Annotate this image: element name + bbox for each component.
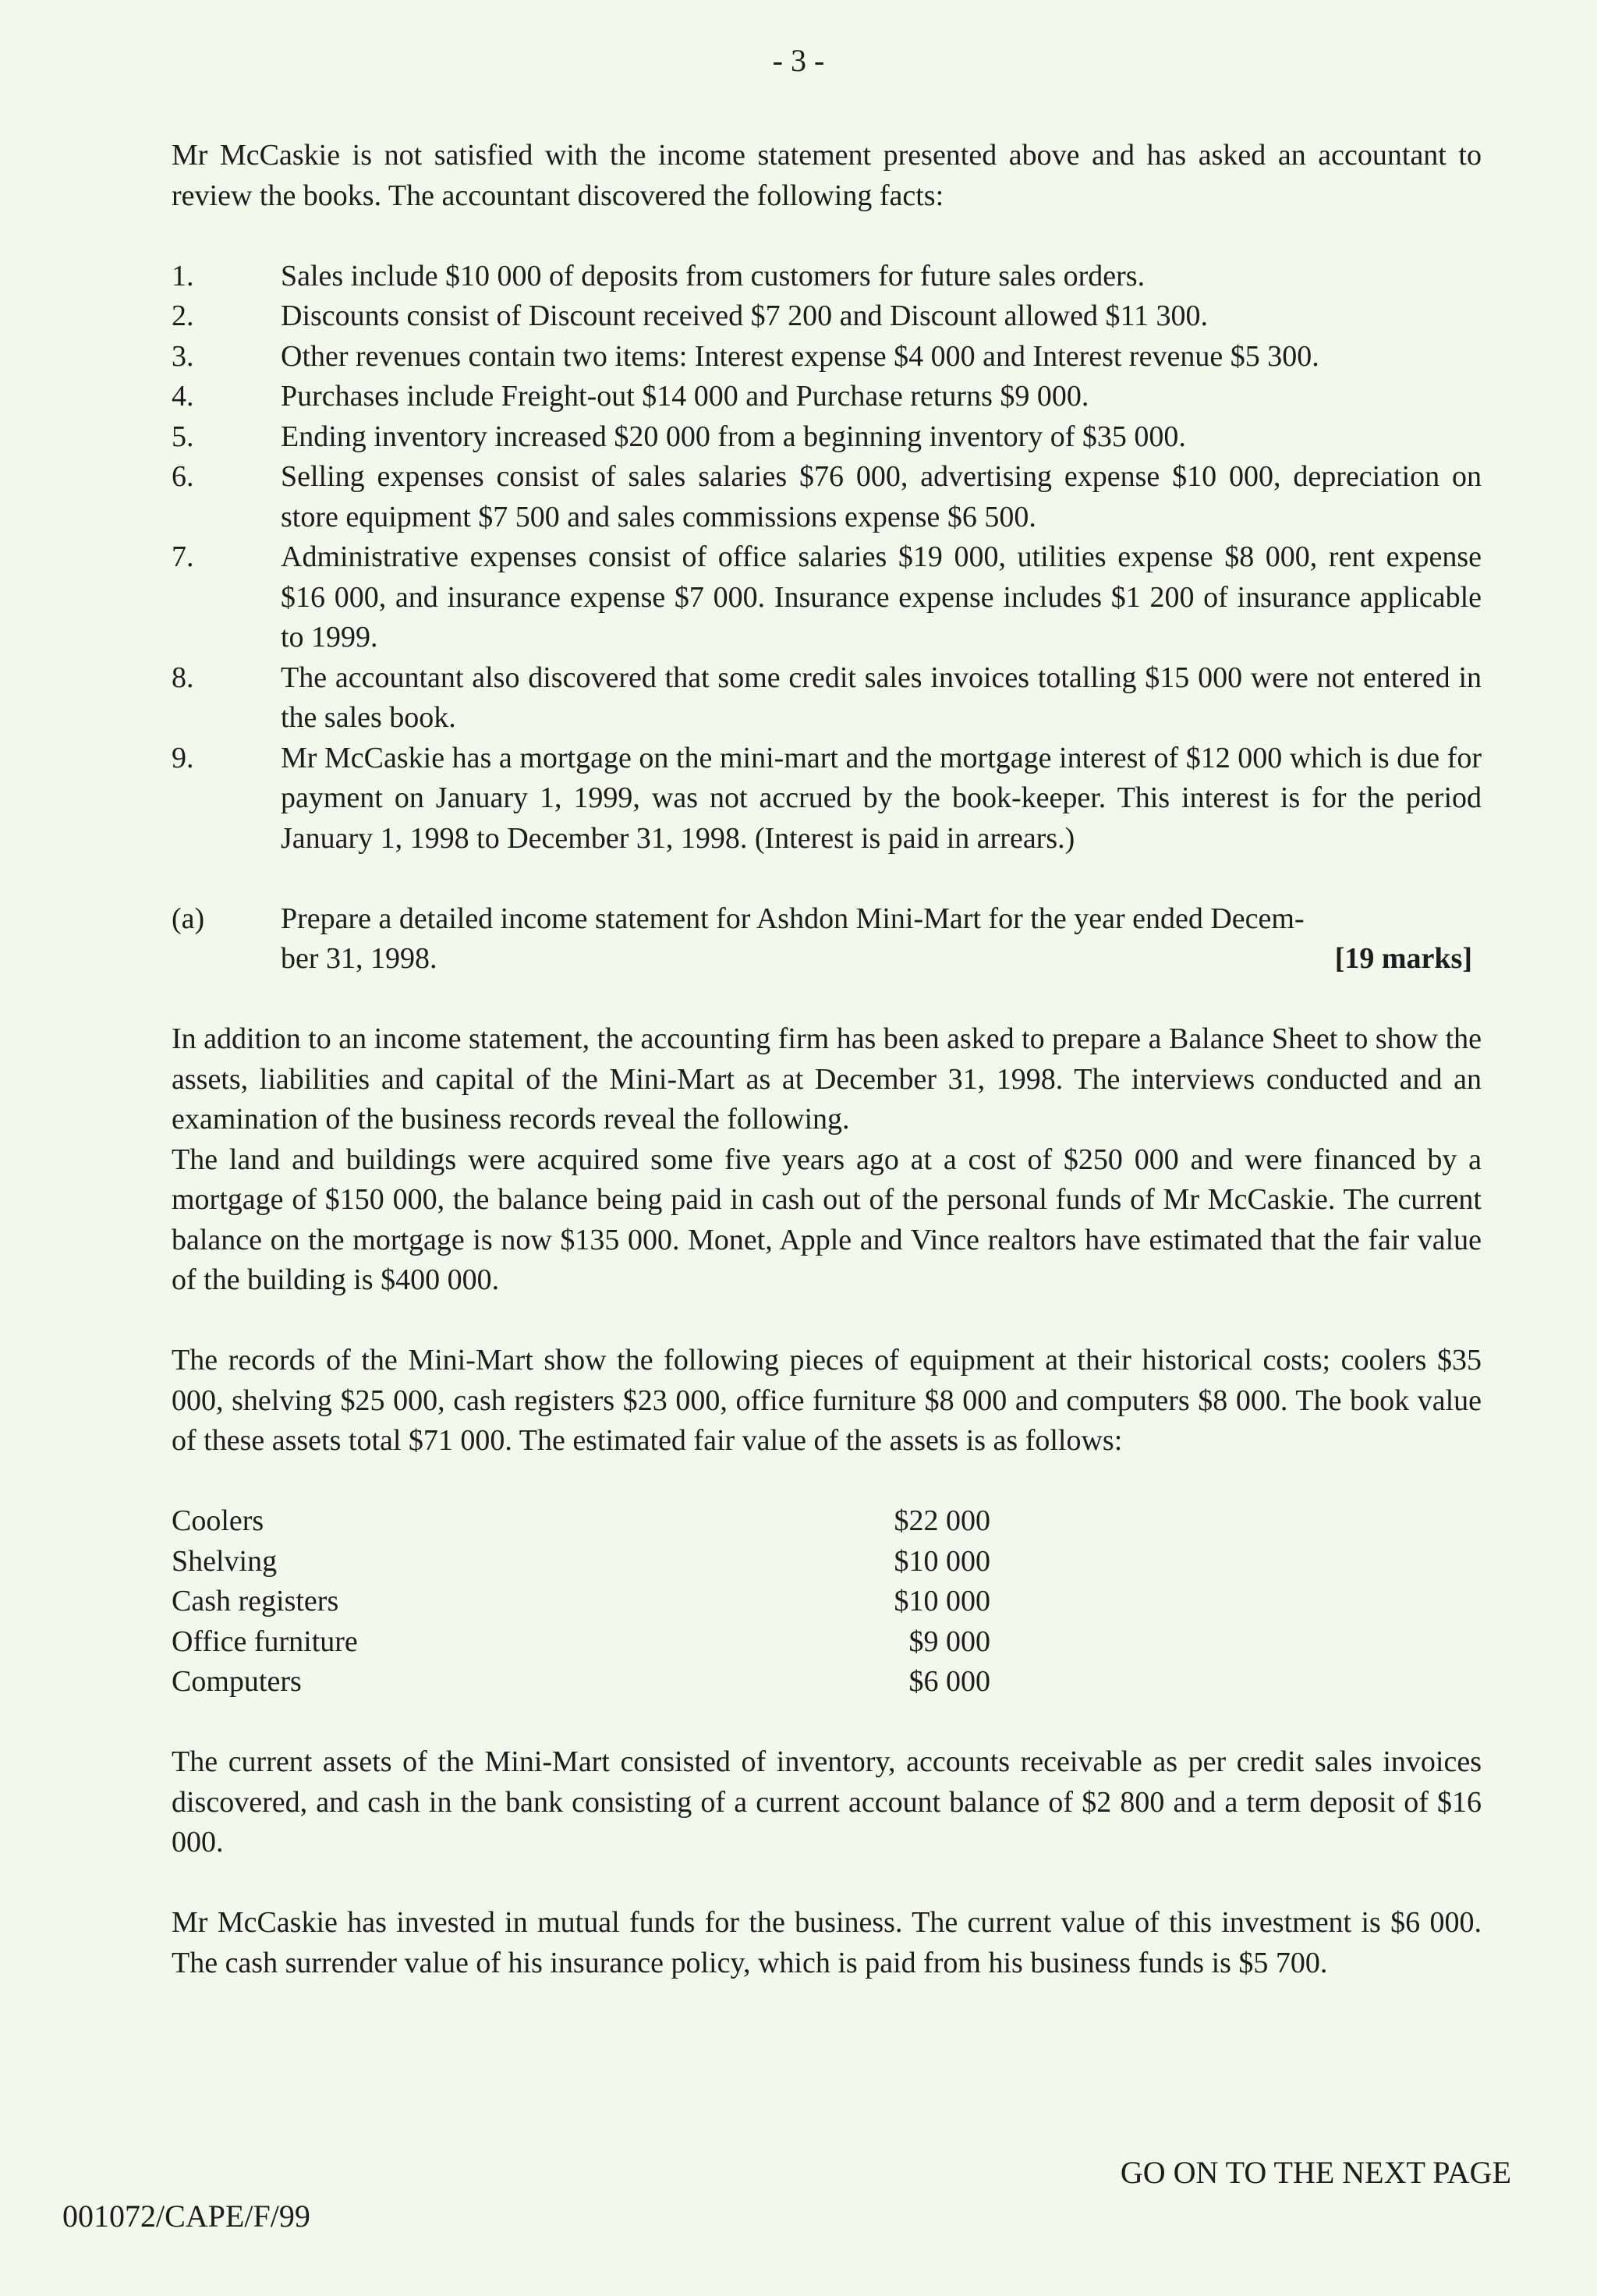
list-item-text: Ending inventory increased $20 000 from a beginning inventory of $35 000.: [281, 420, 1186, 453]
list-item: [172, 457, 1482, 537]
asset-name: Shelving: [172, 1544, 278, 1578]
asset-name: Computers: [172, 1665, 302, 1698]
mutual-funds-paragraph: Mr McCaskie has invested in mutual funds for the business. The current value of this investment is $6 000. The cash surrender value of his insurance policy, which is paid from his business funds is $5 700.: [172, 1906, 1482, 1979]
asset-value: $10 000: [894, 1544, 990, 1578]
asset-name: Cash registers: [172, 1585, 339, 1617]
asset-value: $22 000: [894, 1504, 990, 1537]
equipment-paragraph: The records of the Mini-Mart show the following pieces of equipment at their historical costs; coolers $35 000, shelving $25 000, cash registers $23 000, office furniture $8 000 and computers $8 000. The book value of these assets total $71 000. The estimated fair value of the assets is as follows:: [172, 1344, 1482, 1457]
question-a: [172, 899, 1482, 980]
question-line-1: Prepare a detailed income statement for Ashdon Mini-Mart for the year ended Decem-: [281, 902, 1305, 935]
question-line-2: [281, 939, 1482, 980]
list-item-text: Purchases include Freight-out $14 000 and Purchase returns $9 000.: [281, 380, 1089, 413]
table-row: [172, 1662, 990, 1703]
list-item-text: Mr McCaskie has a mortgage on the mini-mart and the mortgage interest of $12 000 which is due for payment on January 1, 1999, was not accrued by the book-keeper. This interest is for the period January 1, 1998 to December 31, 1998. (Interest is paid in arrears.): [281, 741, 1482, 855]
asset-value: $10 000: [894, 1585, 990, 1617]
list-item-number: 7.: [172, 540, 194, 573]
facts-list: [172, 257, 1482, 859]
question-line-2-text: ber 31, 1998.: [281, 942, 437, 975]
list-item-number: 6.: [172, 460, 194, 493]
next-page-notice: GO ON TO THE NEXT PAGE: [1120, 2155, 1511, 2190]
list-item-number: 1.: [172, 259, 194, 292]
asset-value: $9 000: [908, 1625, 990, 1658]
list-item: [172, 377, 1482, 417]
list-item-number: 4.: [172, 380, 194, 413]
list-item-number: 3.: [172, 339, 194, 373]
question-label: (a): [172, 902, 205, 935]
intro-paragraph: Mr McCaskie is not satisfied with the income statement presented above and has asked an accountant to review the books. The accountant discovered the following facts:: [172, 139, 1482, 212]
list-item-text: Other revenues contain two items: Interest expense $4 000 and Interest revenue $5 300.: [281, 339, 1319, 373]
asset-name: Coolers: [172, 1504, 264, 1537]
list-item: [172, 296, 1482, 337]
table-row: [172, 1622, 990, 1663]
list-item-number: 9.: [172, 741, 194, 774]
list-item: [172, 658, 1482, 739]
fair-value-table: [172, 1501, 990, 1703]
table-row: [172, 1582, 990, 1622]
current-assets-paragraph: The current assets of the Mini-Mart consisted of inventory, accounts receivable as per credit sales invoices discovered, and cash in the bank consisting of a current account balance of $2 800 and a term deposit of $16 000.: [172, 1745, 1482, 1858]
list-item-text: Administrative expenses consist of office salaries $19 000, utilities expense $8 000, rent expense $16 000, and insurance expense $7 000. Insurance expense includes $1 200 of insurance applicable to 1999.: [281, 540, 1482, 654]
page-content: [172, 136, 1482, 1983]
list-item: [172, 337, 1482, 377]
list-item-number: 5.: [172, 420, 194, 453]
asset-value: $6 000: [908, 1665, 990, 1698]
table-row: [172, 1501, 990, 1542]
page-number: - 3 -: [772, 43, 825, 78]
list-item-text: Selling expenses consist of sales salaries $76 000, advertising expense $10 000, depreciation on store equipment $7 500 and sales commissions expense $6 500.: [281, 460, 1482, 533]
list-item: [172, 417, 1482, 458]
list-item-text: The accountant also discovered that some credit sales invoices totalling $15 000 were not entered in the sales book.: [281, 661, 1482, 734]
list-item-number: 2.: [172, 299, 194, 332]
list-item-number: 8.: [172, 661, 194, 694]
list-item-text: Sales include $10 000 of deposits from customers for future sales orders.: [281, 259, 1146, 292]
marks-label: [19 marks]: [1334, 942, 1472, 975]
list-item: [172, 537, 1482, 658]
list-item: [172, 739, 1482, 859]
paper-code: 001072/CAPE/F/99: [62, 2199, 310, 2234]
question-text: [281, 899, 1482, 980]
list-item-text: Discounts consist of Discount received $7 200 and Discount allowed $11 300.: [281, 299, 1209, 332]
list-item: [172, 257, 1482, 297]
asset-name: Office furniture: [172, 1625, 358, 1658]
land-buildings-paragraph: The land and buildings were acquired some five years ago at a cost of $250 000 and were financed by a mortgage of $150 000, the balance being paid in cash out of the personal funds of Mr McCaskie. The current balance on the mortgage is now $135 000. Monet, Apple and Vince realtors have estimated that the fair value of the building is $400 000.: [172, 1143, 1482, 1296]
balance-sheet-intro: In addition to an income statement, the accounting firm has been asked to prepare a Balance Sheet to show the assets, liabilities and capital of the Mini-Mart as at December 31, 1998. The interviews conducted and an examination of the business records reveal the following.: [172, 1022, 1482, 1136]
table-row: [172, 1542, 990, 1582]
